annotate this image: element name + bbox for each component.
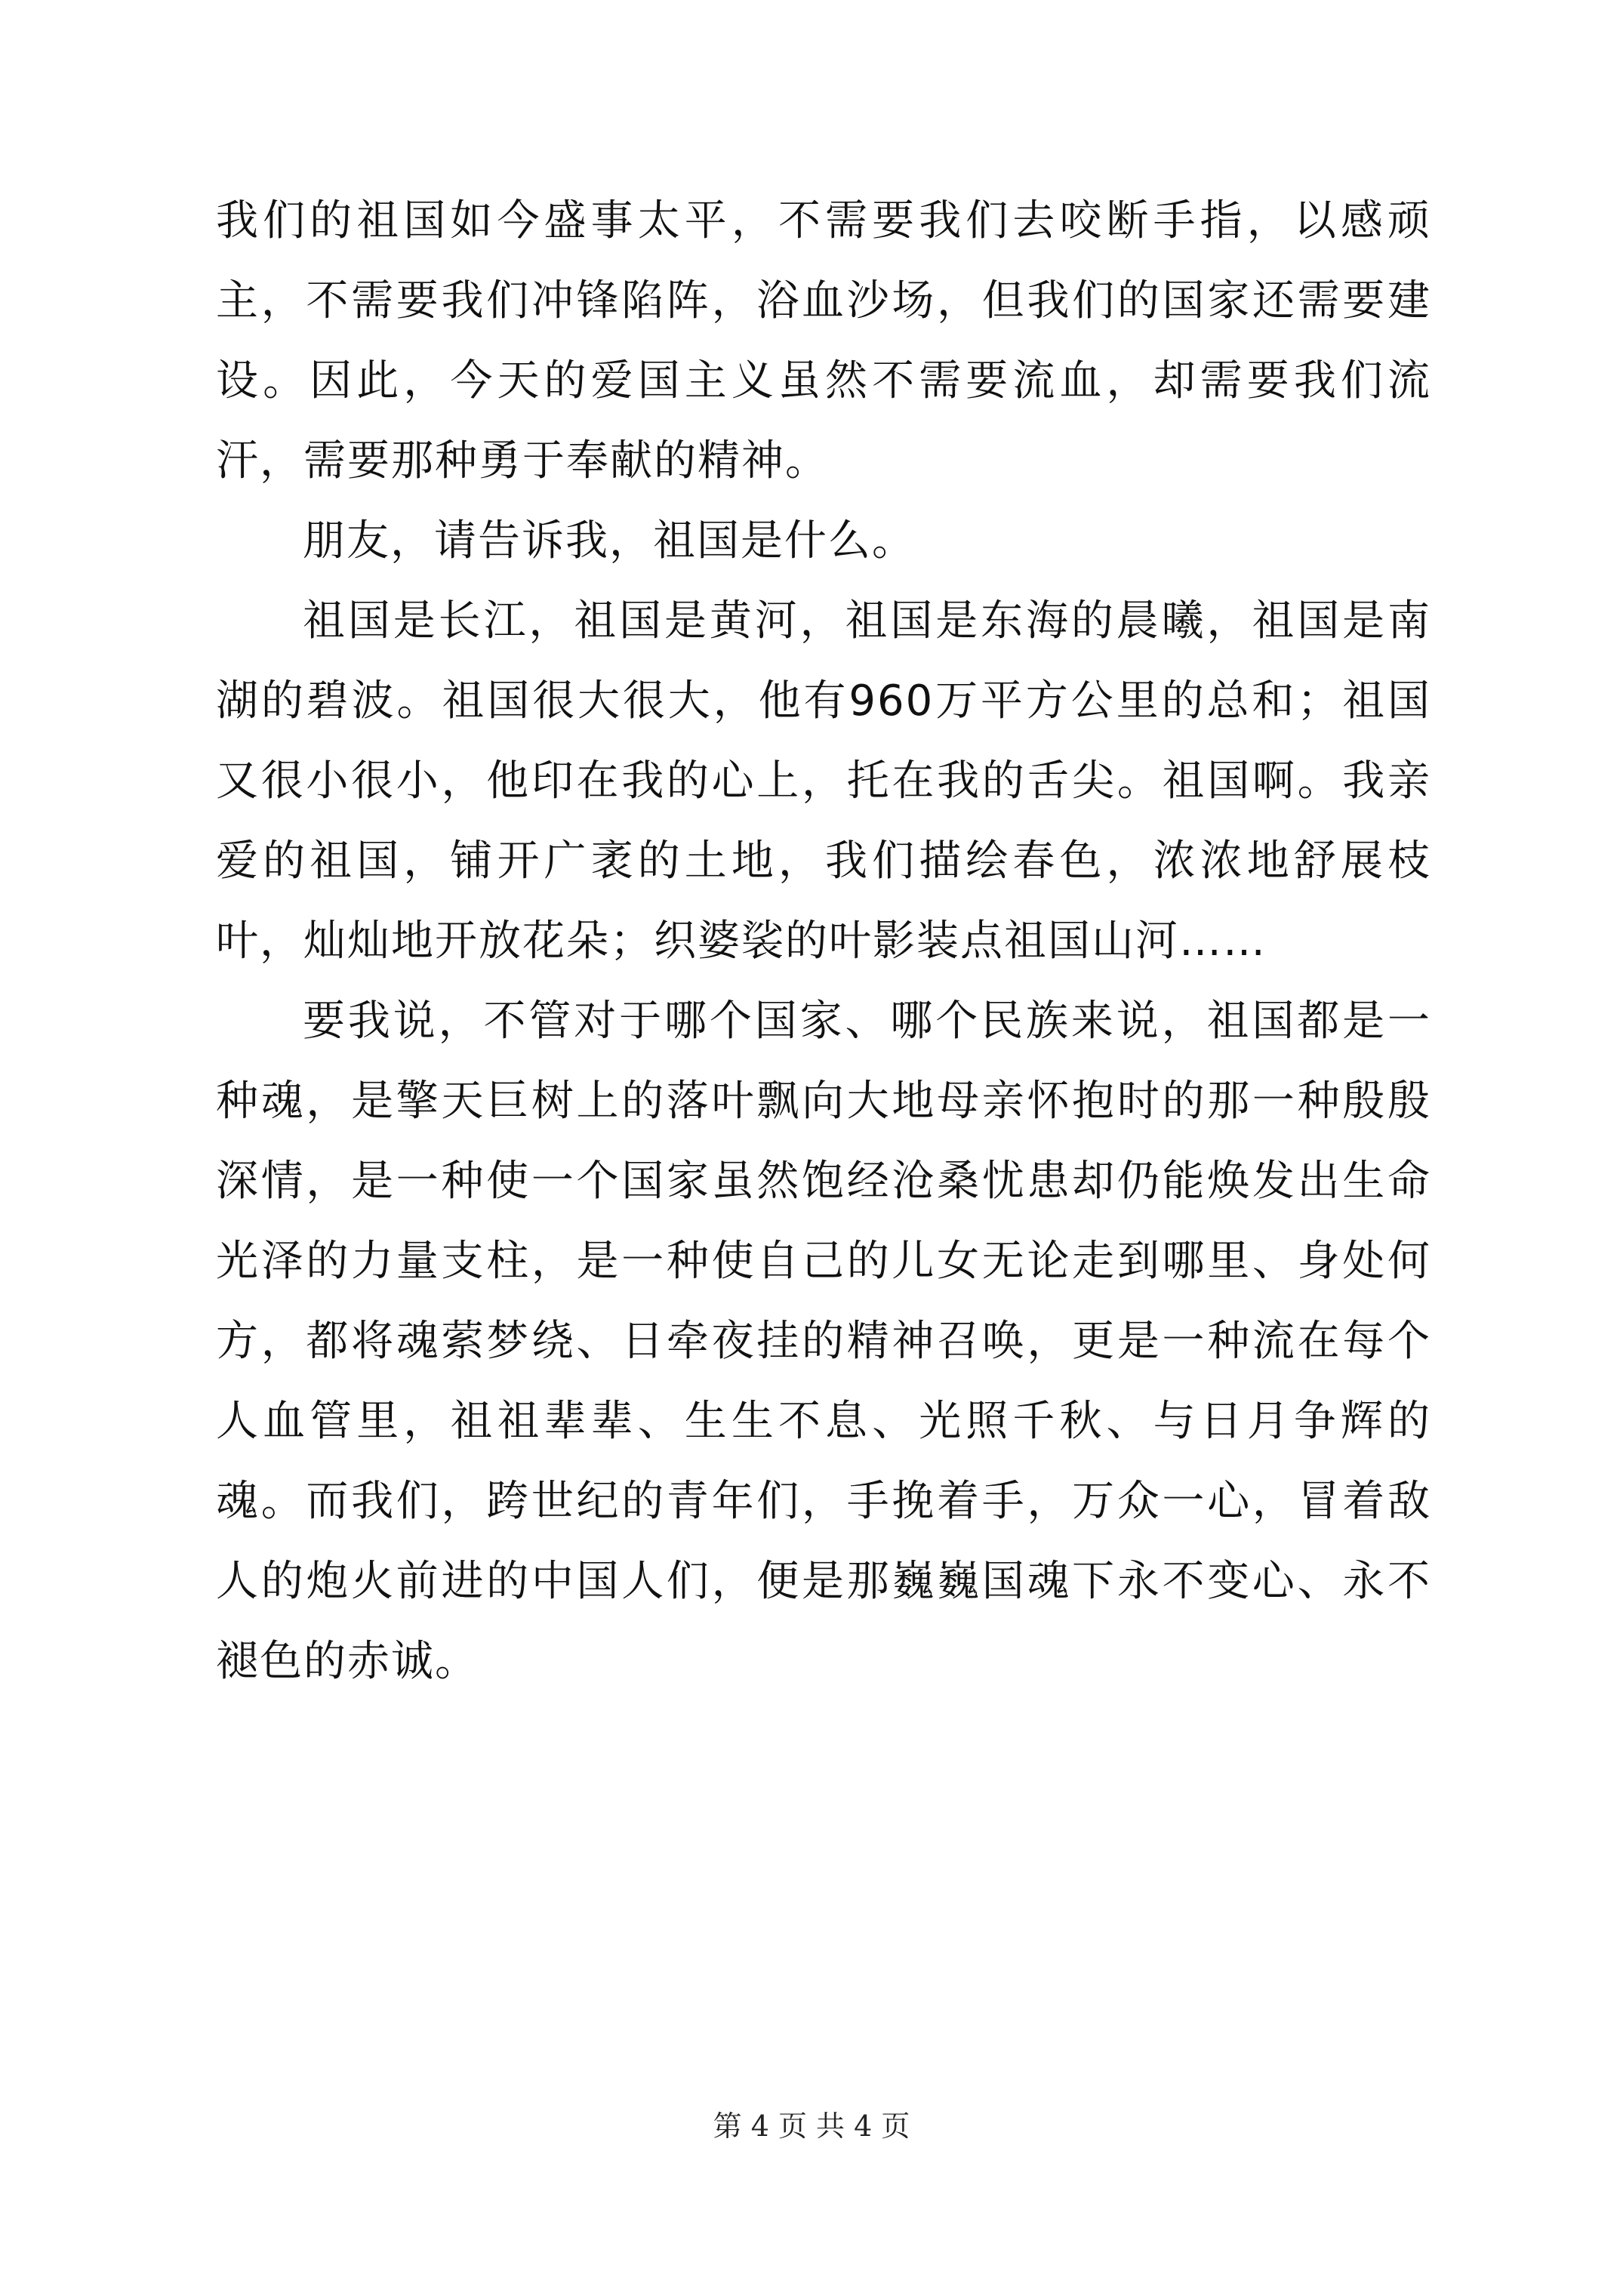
paragraph-4: 要我说，不管对于哪个国家、哪个民族来说，祖国都是一种魂，是擎天巨树上的落叶飘向大地母亲怀抱时的那一种殷殷深情，是一种使一个国家虽然饱经沧桑忧患却仍能焕发出生命光泽的力量支柱，是一种使自己的儿女无论走到哪里、身处何方，都将魂萦梦绕、日牵夜挂的精神召唤，更是一种流在每个人血管里，祖祖辈辈、生生不息、光照千秋、与日月争辉的魂。而我们，跨世纪的青年们，手挽着手，万众一心，冒着敌人的炮火前进的中国人们，便是那巍巍国魂下永不变心、永不褪色的赤诚。 (216, 997, 1431, 1686)
paragraph-1: 我们的祖国如今盛事太平，不需要我们去咬断手指，以感顽主，不需要我们冲锋陷阵，浴血沙场，但我们的国家还需要建设。因此，今天的爱国主义虽然不需要流血，却需要我们流汗，需要那种勇于奉献的精神。 (216, 196, 1431, 485)
paragraph-2: 朋友，请告诉我，祖国是什么。 (303, 516, 916, 566)
document-body (216, 181, 1431, 1702)
page-number-footer: 第 4 页 共 4 页 (713, 2110, 910, 2143)
paragraph-3: 祖国是长江，祖国是黄河，祖国是东海的晨曦，祖国是南湖的碧波。祖国很大很大，他有960万平方公里的总和；祖国又很小很小，他印在我的心上，托在我的舌尖。祖国啊。我亲爱的祖国，铺开广袤的土地，我们描绘春色，浓浓地舒展枝叶，灿灿地开放花朵；织婆裟的叶影装点祖国山河…… (216, 596, 1431, 966)
